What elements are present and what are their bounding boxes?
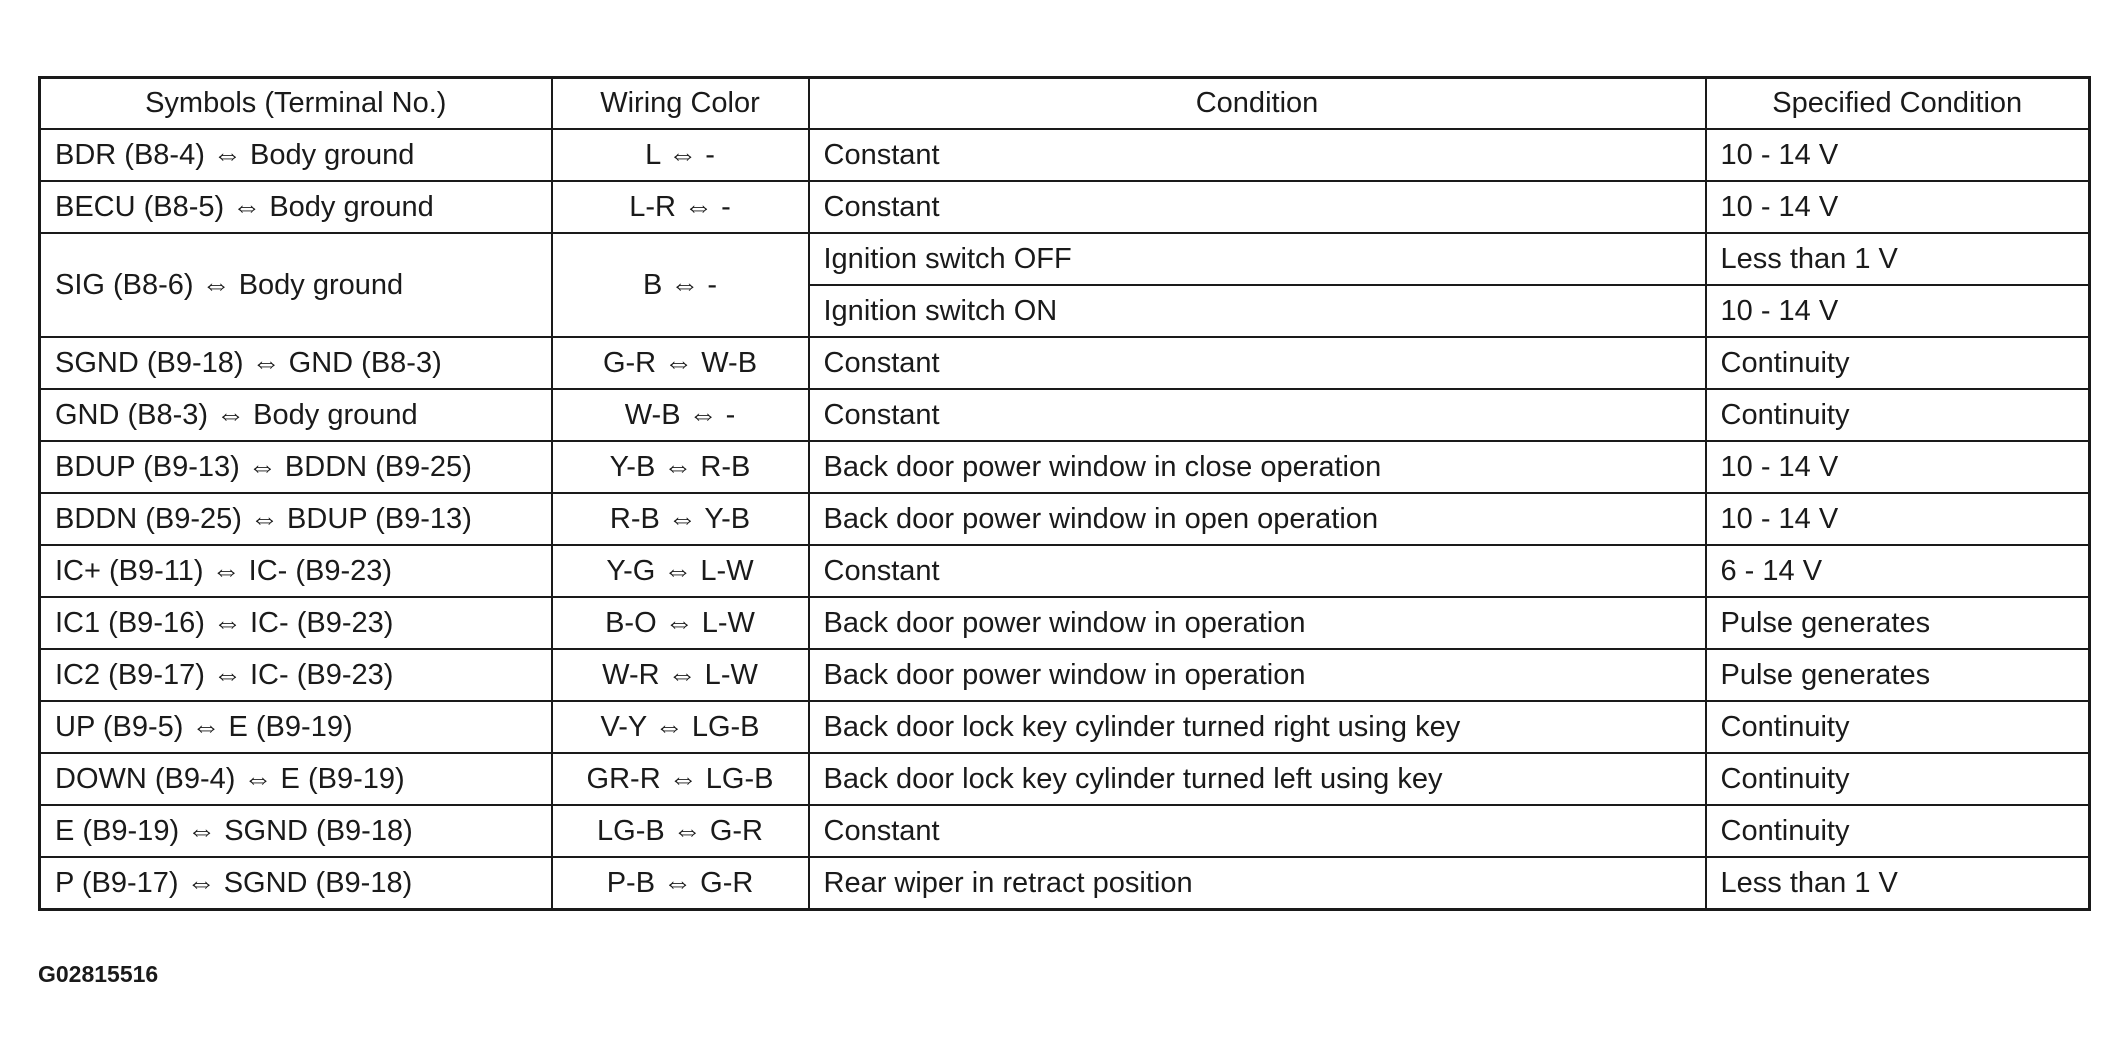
table-row <box>40 233 2090 285</box>
specified-condition-cell: Pulse generates <box>1706 649 2090 701</box>
condition-cell: Back door power window in close operation <box>809 441 1706 493</box>
condition-cell: Constant <box>809 545 1706 597</box>
table-row <box>40 805 2090 857</box>
wiring-color-cell: B-O ⇔ L-W <box>552 597 809 649</box>
specified-condition-cell: Continuity <box>1706 805 2090 857</box>
table-row <box>40 753 2090 805</box>
condition-cell: Constant <box>809 129 1706 181</box>
symbols-cell: BDDN (B9-25) ⇔ BDUP (B9-13) <box>40 493 552 545</box>
condition-cell: Constant <box>809 389 1706 441</box>
specified-condition-cell: 10 - 14 V <box>1706 285 2090 337</box>
table-row <box>40 545 2090 597</box>
symbols-cell: IC2 (B9-17) ⇔ IC- (B9-23) <box>40 649 552 701</box>
symbols-cell: BDR (B8-4) ⇔ Body ground <box>40 129 552 181</box>
table-row <box>40 597 2090 649</box>
condition-cell: Constant <box>809 805 1706 857</box>
header-specified-condition: Specified Condition <box>1706 78 2090 130</box>
condition-cell: Constant <box>809 337 1706 389</box>
header-symbols: Symbols (Terminal No.) <box>40 78 552 130</box>
condition-cell: Back door lock key cylinder turned right using key <box>809 701 1706 753</box>
wiring-color-cell: L ⇔ - <box>552 129 809 181</box>
header-row <box>40 78 2090 130</box>
specified-condition-cell: Less than 1 V <box>1706 233 2090 285</box>
symbols-cell: BDUP (B9-13) ⇔ BDDN (B9-25) <box>40 441 552 493</box>
symbols-cell: BECU (B8-5) ⇔ Body ground <box>40 181 552 233</box>
condition-cell: Back door lock key cylinder turned left using key <box>809 753 1706 805</box>
specified-condition-cell: Continuity <box>1706 701 2090 753</box>
condition-cell: Ignition switch OFF <box>809 233 1706 285</box>
specified-condition-cell: 6 - 14 V <box>1706 545 2090 597</box>
wiring-color-cell: G-R ⇔ W-B <box>552 337 809 389</box>
wiring-color-cell: W-B ⇔ - <box>552 389 809 441</box>
table-row <box>40 649 2090 701</box>
wiring-color-cell: LG-B ⇔ G-R <box>552 805 809 857</box>
symbols-cell: SGND (B9-18) ⇔ GND (B8-3) <box>40 337 552 389</box>
specified-condition-cell: 10 - 14 V <box>1706 493 2090 545</box>
wiring-color-cell: B ⇔ - <box>552 233 809 337</box>
wiring-color-cell: P-B ⇔ G-R <box>552 857 809 910</box>
table-row <box>40 701 2090 753</box>
condition-cell: Back door power window in operation <box>809 649 1706 701</box>
symbols-cell: DOWN (B9-4) ⇔ E (B9-19) <box>40 753 552 805</box>
condition-cell: Back door power window in operation <box>809 597 1706 649</box>
table-row <box>40 441 2090 493</box>
header-wiring-color: Wiring Color <box>552 78 809 130</box>
table-row <box>40 337 2090 389</box>
specified-condition-cell: 10 - 14 V <box>1706 129 2090 181</box>
symbols-cell: UP (B9-5) ⇔ E (B9-19) <box>40 701 552 753</box>
figure-code: G02815516 <box>38 961 159 987</box>
table-row <box>40 389 2090 441</box>
specified-condition-cell: Continuity <box>1706 753 2090 805</box>
specified-condition-cell: Continuity <box>1706 389 2090 441</box>
symbols-cell: SIG (B8-6) ⇔ Body ground <box>40 233 552 337</box>
wiring-color-cell: R-B ⇔ Y-B <box>552 493 809 545</box>
specified-condition-cell: 10 - 14 V <box>1706 181 2090 233</box>
wiring-color-cell: Y-G ⇔ L-W <box>552 545 809 597</box>
condition-cell: Rear wiper in retract position <box>809 857 1706 910</box>
condition-cell: Ignition switch ON <box>809 285 1706 337</box>
table-row <box>40 493 2090 545</box>
wiring-color-cell: V-Y ⇔ LG-B <box>552 701 809 753</box>
table-row <box>40 181 2090 233</box>
symbols-cell: P (B9-17) ⇔ SGND (B9-18) <box>40 857 552 910</box>
symbols-cell: E (B9-19) ⇔ SGND (B9-18) <box>40 805 552 857</box>
condition-cell: Back door power window in open operation <box>809 493 1706 545</box>
specified-condition-cell: 10 - 14 V <box>1706 441 2090 493</box>
wiring-color-cell: W-R ⇔ L-W <box>552 649 809 701</box>
symbols-cell: IC+ (B9-11) ⇔ IC- (B9-23) <box>40 545 552 597</box>
header-condition: Condition <box>809 78 1706 130</box>
wiring-color-cell: GR-R ⇔ LG-B <box>552 753 809 805</box>
table-row <box>40 129 2090 181</box>
wiring-color-cell: Y-B ⇔ R-B <box>552 441 809 493</box>
terminal-spec-table <box>38 76 2091 911</box>
specified-condition-cell: Less than 1 V <box>1706 857 2090 910</box>
specified-condition-cell: Pulse generates <box>1706 597 2090 649</box>
specified-condition-cell: Continuity <box>1706 337 2090 389</box>
condition-cell: Constant <box>809 181 1706 233</box>
wiring-color-cell: L-R ⇔ - <box>552 181 809 233</box>
table-row <box>40 857 2090 910</box>
symbols-cell: IC1 (B9-16) ⇔ IC- (B9-23) <box>40 597 552 649</box>
symbols-cell: GND (B8-3) ⇔ Body ground <box>40 389 552 441</box>
